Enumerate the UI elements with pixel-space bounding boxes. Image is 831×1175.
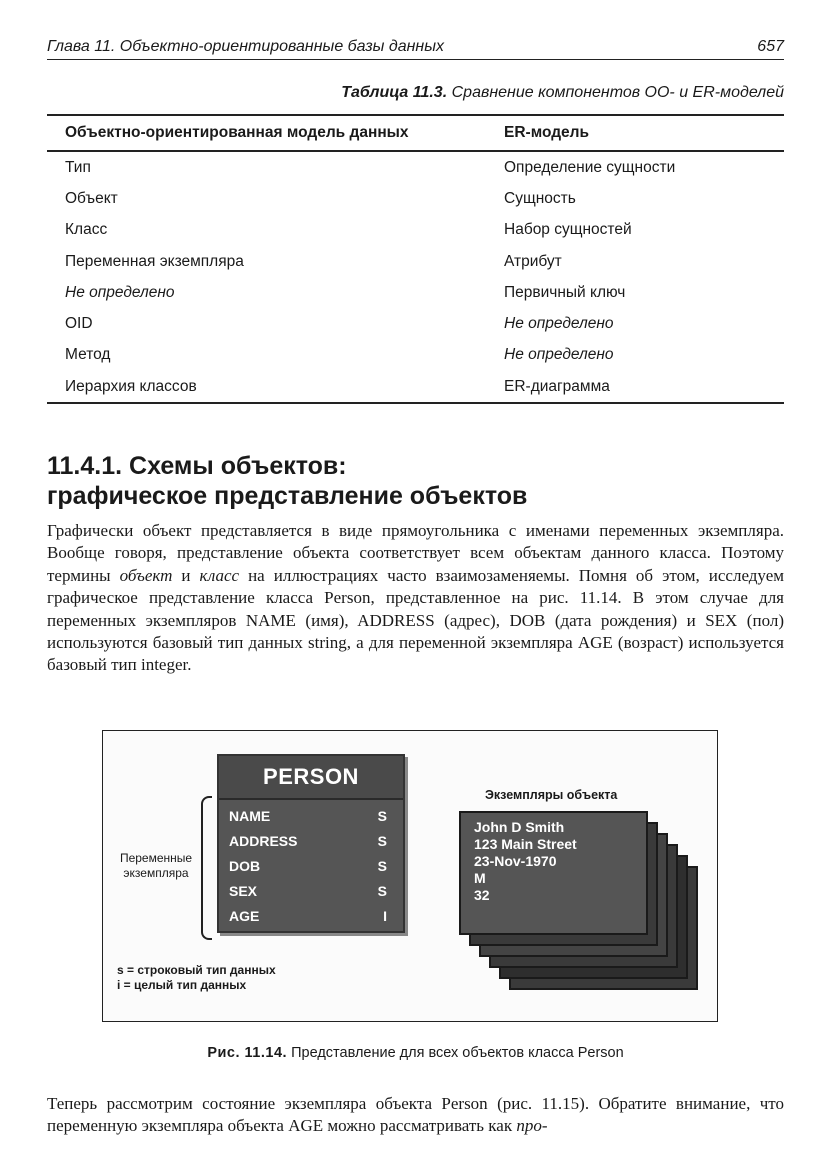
table-cell-er: Сущность <box>504 189 576 207</box>
table-row <box>47 215 784 246</box>
brace-label <box>111 851 201 881</box>
variable-name: ADDRESS <box>229 833 298 849</box>
column-header-er: ER-модель <box>504 115 784 151</box>
table-cell-er: Не определено <box>504 346 614 364</box>
instance-value: John D Smith <box>474 819 565 835</box>
instance-value: 32 <box>474 887 490 903</box>
table-row <box>47 340 784 371</box>
instance-value: 23-Nov-1970 <box>474 853 557 869</box>
paragraph-text: и <box>172 565 200 585</box>
figure-person-diagram <box>102 730 718 1022</box>
variable-row <box>229 879 393 904</box>
legend-line2: i = целый тип данных <box>117 978 247 992</box>
running-head <box>47 37 784 60</box>
table-header-row <box>47 115 784 151</box>
variable-list <box>229 804 393 929</box>
type-legend <box>117 963 276 993</box>
section-title-line1: 11.4.1. Схемы объектов: <box>47 452 347 480</box>
brace-icon <box>201 796 212 940</box>
comparison-table <box>47 114 784 404</box>
table-cell-er: Определение сущности <box>504 158 676 176</box>
chapter-title: Глава 11. Объектно-ориентированные базы данных <box>47 38 444 55</box>
table-cell-oo: Иерархия классов <box>47 371 504 403</box>
table-cell-oo: Тип <box>65 158 91 176</box>
table-row <box>47 246 784 277</box>
table-caption-label: Таблица 11.3. <box>341 84 448 101</box>
paragraph-text: на иллюстрациях часто взаимозаменяемы. Помня об этом, исследуем графическое представление класса Person, представленное на рис. 11.14. В этом случае для переменных экземпляров NAME (имя), ADDRESS (адрес), DOB (дата рождения) и SEX (пол) используются базовый тип данных string, а для переменной экземпляра AGE (возраст) используется базовый тип integer. <box>47 565 785 675</box>
section-title-line2: графическое представление объектов <box>47 482 528 510</box>
instance-value: M <box>474 870 486 886</box>
variable-type: S <box>377 808 387 824</box>
variable-name: NAME <box>229 808 271 824</box>
table-row <box>47 183 784 214</box>
column-header-oo: Объектно-ориентированная модель данных <box>47 115 504 151</box>
variable-row <box>229 829 393 854</box>
table-caption <box>341 84 784 102</box>
emphasis-term: объект <box>119 565 173 585</box>
paragraph-text: Графически объект представляется в виде прямоугольника с именами переменных экземпляра. Вообще говоря, представление объекта соответствует всем объектам данного класса. Поэтому термины <box>47 521 784 585</box>
table-cell-er: Набор сущностей <box>504 221 632 239</box>
brace-label-line1: Переменные <box>119 851 193 865</box>
figure-caption-label: Рис. 11.14. <box>207 1045 288 1061</box>
table-row <box>47 151 784 183</box>
variable-name: AGE <box>229 908 260 924</box>
variable-type: S <box>377 833 387 849</box>
variable-row <box>229 904 393 929</box>
table-row <box>47 308 784 339</box>
figure-caption-text: Представление для всех объектов класса Person <box>291 1045 624 1061</box>
paragraph <box>47 520 784 677</box>
variable-name: DOB <box>229 858 261 874</box>
legend-line1: s = строковый тип данных <box>117 963 276 977</box>
page-number: 657 <box>757 38 784 55</box>
table-cell-oo: Метод <box>65 346 111 364</box>
emphasis-term: про- <box>516 1116 548 1136</box>
emphasis-term: класс <box>199 565 240 585</box>
table-cell-oo: Объект <box>65 189 118 207</box>
table-cell-oo: OID <box>65 315 93 333</box>
table-caption-text: Сравнение компонентов ОО- и ER-моделей <box>451 84 784 101</box>
paragraph-text: Теперь рассмотрим состояние экземпляра объекта Person (рис. 11.15). Обратите внимание, что переменную экземпляра объекта AGE можно рассматривать как <box>47 1094 784 1136</box>
section-heading <box>47 451 527 511</box>
table-cell-oo: Переменная экземпляра <box>65 252 244 270</box>
instance-values <box>474 819 577 904</box>
variable-type: S <box>377 883 387 899</box>
brace-label-line2: экземпляра <box>123 866 189 880</box>
table-cell-er: Атрибут <box>504 252 562 270</box>
instance-value: 123 Main Street <box>474 836 577 852</box>
table-row <box>47 371 784 403</box>
table-cell-er: ER-диаграмма <box>504 371 784 403</box>
class-box <box>217 754 405 933</box>
variable-name: SEX <box>229 883 258 899</box>
table-row <box>47 277 784 308</box>
instances-label: Экземпляры объекта <box>485 788 618 802</box>
paragraph <box>47 1093 784 1138</box>
class-name: PERSON <box>219 756 403 800</box>
figure-caption <box>0 1045 831 1061</box>
table-cell-oo: Класс <box>65 221 108 239</box>
variable-row <box>229 804 393 829</box>
table-cell-er: Первичный ключ <box>504 283 626 301</box>
variable-type: I <box>383 908 387 924</box>
table-cell-er: Не определено <box>504 315 614 333</box>
table-cell-oo: Не определено <box>65 283 175 301</box>
variable-row <box>229 854 393 879</box>
variable-type: S <box>377 858 387 874</box>
